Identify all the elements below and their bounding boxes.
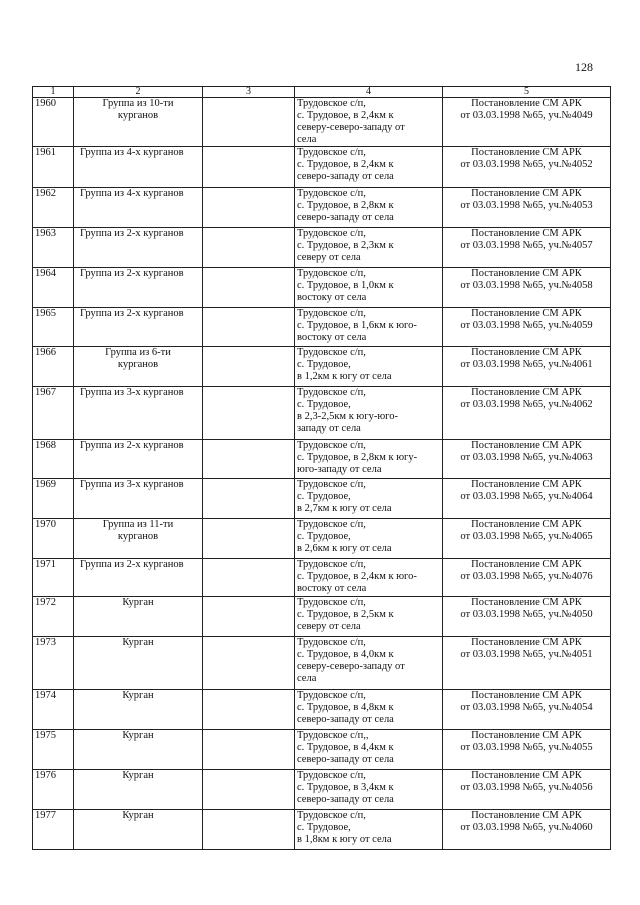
object-name-cell: [74, 228, 203, 268]
table-row: [33, 188, 611, 228]
location-line: Трудовское с/п,: [297, 810, 366, 821]
monuments-table: [32, 86, 611, 850]
object-name-cell: [74, 98, 203, 147]
document-cell: [443, 147, 611, 188]
table-row: [33, 730, 611, 770]
location-line: в 2,7км к югу от села: [297, 503, 392, 514]
location-line: Трудовское с/п,: [297, 637, 366, 648]
location-line: с. Трудовое,: [297, 822, 351, 833]
location-line: северо-западу от села: [297, 754, 394, 765]
document-line: Постановление СМ АРК: [471, 770, 582, 781]
column-3-cell: [203, 387, 295, 440]
table-row: [33, 637, 611, 690]
document-line: Постановление СМ АРК: [471, 519, 582, 530]
location-cell: [295, 268, 443, 308]
document-cell: [443, 387, 611, 440]
location-line: востоку от села: [297, 292, 367, 303]
object-name-cell: [74, 597, 203, 637]
row-number-cell: 1966: [33, 347, 74, 387]
location-line: с. Трудовое, в 4,4км к: [297, 742, 394, 753]
column-3-cell: [203, 810, 295, 850]
document-line: Постановление СМ АРК: [471, 387, 582, 398]
document-cell: [443, 559, 611, 597]
location-cell: [295, 810, 443, 850]
document-line: от 03.03.1998 №65, уч.№4061: [460, 359, 593, 370]
object-name-line: Группа из 2-х курганов: [80, 308, 184, 319]
document-line: от 03.03.1998 №65, уч.№4063: [460, 452, 593, 463]
column-3-cell: [203, 690, 295, 730]
location-line: с. Трудовое,: [297, 531, 351, 542]
location-cell: [295, 770, 443, 810]
location-line: в 1,8км к югу от села: [297, 834, 392, 845]
row-number-cell: 1970: [33, 519, 74, 559]
row-number-cell: 1968: [33, 440, 74, 479]
location-line: Трудовское с/п,: [297, 268, 366, 279]
object-name-cell: [74, 637, 203, 690]
location-line: Трудовское с/п,: [297, 147, 366, 158]
table-row: [33, 770, 611, 810]
document-cell: [443, 98, 611, 147]
location-line: Трудовское с/п,: [297, 98, 366, 109]
column-3-cell: [203, 559, 295, 597]
document-line: от 03.03.1998 №65, уч.№4059: [460, 320, 593, 331]
row-number-cell: 1967: [33, 387, 74, 440]
row-number-cell: 1963: [33, 228, 74, 268]
object-name-cell: [74, 347, 203, 387]
document-line: Постановление СМ АРК: [471, 637, 582, 648]
document-cell: [443, 347, 611, 387]
document-line: от 03.03.1998 №65, уч.№4065: [460, 531, 593, 542]
column-3-cell: [203, 479, 295, 519]
table-body: [33, 98, 611, 850]
column-header-1: 1: [33, 87, 74, 98]
location-cell: [295, 188, 443, 228]
document-line: Постановление СМ АРК: [471, 730, 582, 741]
document-line: от 03.03.1998 №65, уч.№4052: [460, 159, 593, 170]
object-name-cell: [74, 479, 203, 519]
document-line: Постановление СМ АРК: [471, 597, 582, 608]
object-name-line: Группа из 10-ти: [102, 98, 174, 109]
document-cell: [443, 268, 611, 308]
document-line: Постановление СМ АРК: [471, 347, 582, 358]
object-name-line: Курган: [122, 770, 154, 781]
column-3-cell: [203, 770, 295, 810]
location-line: Трудовское с/п,: [297, 440, 366, 451]
document-line: от 03.03.1998 №65, уч.№4062: [460, 399, 593, 410]
location-line: северу от села: [297, 252, 361, 263]
document-line: от 03.03.1998 №65, уч.№4049: [460, 110, 593, 121]
location-cell: [295, 597, 443, 637]
document-line: от 03.03.1998 №65, уч.№4054: [460, 702, 593, 713]
location-line: с. Трудовое, в 2,4км к: [297, 110, 394, 121]
location-line: северо-западу от села: [297, 171, 394, 182]
row-number-cell: 1975: [33, 730, 74, 770]
row-number-cell: 1972: [33, 597, 74, 637]
object-name-cell: [74, 308, 203, 347]
location-line: с. Трудовое, в 2,4км к юго-: [297, 571, 417, 582]
document-line: Постановление СМ АРК: [471, 559, 582, 570]
location-line: с. Трудовое, в 4,0км к: [297, 649, 394, 660]
object-name-line: Курган: [122, 690, 154, 701]
object-name-line: Группа из 4-х курганов: [80, 188, 184, 199]
row-number-cell: 1964: [33, 268, 74, 308]
location-line: с. Трудовое, в 2,4км к: [297, 159, 394, 170]
table-row: [33, 268, 611, 308]
location-line: с. Трудовое, в 2,5км к: [297, 609, 394, 620]
location-line: с. Трудовое, в 2,3км к: [297, 240, 394, 251]
document-line: Постановление СМ АРК: [471, 479, 582, 490]
location-line: с. Трудовое, в 1,6км к юго-: [297, 320, 417, 331]
document-line: Постановление СМ АРК: [471, 308, 582, 319]
document-line: от 03.03.1998 №65, уч.№4060: [460, 822, 593, 833]
object-name-cell: [74, 770, 203, 810]
location-cell: [295, 479, 443, 519]
row-number-cell: 1971: [33, 559, 74, 597]
column-header-5: 5: [443, 87, 611, 98]
document-line: Постановление СМ АРК: [471, 440, 582, 451]
location-line: северу-северо-западу от: [297, 661, 405, 672]
location-line: Трудовское с/п,: [297, 559, 366, 570]
table-row: [33, 347, 611, 387]
document-line: Постановление СМ АРК: [471, 98, 582, 109]
location-cell: [295, 440, 443, 479]
document-cell: [443, 228, 611, 268]
table-row: [33, 810, 611, 850]
column-3-cell: [203, 597, 295, 637]
object-name-cell: [74, 268, 203, 308]
location-line: села: [297, 134, 317, 145]
object-name-line: Группа из 3-х курганов: [80, 479, 184, 490]
location-line: в 2,3-2,5км к югу-юго-: [297, 411, 398, 422]
document-line: от 03.03.1998 №65, уч.№4050: [460, 609, 593, 620]
location-line: северу от села: [297, 621, 361, 632]
document-line: Постановление СМ АРК: [471, 810, 582, 821]
object-name-cell: [74, 387, 203, 440]
object-name-line: Курган: [122, 810, 154, 821]
location-line: Трудовское с/п,,: [297, 730, 369, 741]
location-line: с. Трудовое, в 3,4км к: [297, 782, 394, 793]
location-line: с. Трудовое,: [297, 399, 351, 410]
object-name-cell: [74, 810, 203, 850]
table-row: [33, 98, 611, 147]
column-3-cell: [203, 228, 295, 268]
row-number-cell: 1977: [33, 810, 74, 850]
document-line: от 03.03.1998 №65, уч.№4056: [460, 782, 593, 793]
location-cell: [295, 98, 443, 147]
location-line: в 1,2км к югу от села: [297, 371, 392, 382]
object-name-line: Курган: [122, 637, 154, 648]
document-cell: [443, 597, 611, 637]
document-cell: [443, 810, 611, 850]
location-line: Трудовское с/п,: [297, 479, 366, 490]
object-name-line: Группа из 3-х курганов: [80, 387, 184, 398]
document-cell: [443, 519, 611, 559]
location-cell: [295, 147, 443, 188]
object-name-line: Группа из 2-х курганов: [80, 228, 184, 239]
location-line: с. Трудовое,: [297, 491, 351, 502]
object-name-line: курганов: [117, 531, 159, 542]
document-line: от 03.03.1998 №65, уч.№4055: [460, 742, 593, 753]
column-3-cell: [203, 308, 295, 347]
location-line: в 2,6км к югу от села: [297, 543, 392, 554]
location-cell: [295, 690, 443, 730]
document-cell: [443, 770, 611, 810]
table-row: [33, 479, 611, 519]
location-line: востоку от села: [297, 583, 367, 594]
column-3-cell: [203, 147, 295, 188]
column-3-cell: [203, 347, 295, 387]
document-cell: [443, 188, 611, 228]
location-cell: [295, 637, 443, 690]
column-3-cell: [203, 730, 295, 770]
location-line: с. Трудовое, в 2,8км к: [297, 200, 394, 211]
object-name-line: Группа из 2-х курганов: [80, 559, 184, 570]
table-row: [33, 690, 611, 730]
object-name-cell: [74, 147, 203, 188]
location-line: Трудовское с/п,: [297, 228, 366, 239]
object-name-line: Группа из 11-ти: [102, 519, 174, 530]
row-number-cell: 1976: [33, 770, 74, 810]
object-name-cell: [74, 440, 203, 479]
object-name-line: Группа из 6-ти: [105, 347, 171, 358]
document-cell: [443, 637, 611, 690]
document-line: от 03.03.1998 №65, уч.№4058: [460, 280, 593, 291]
location-line: с. Трудовое, в 4,8км к: [297, 702, 394, 713]
object-name-cell: [74, 519, 203, 559]
document-line: Постановление СМ АРК: [471, 228, 582, 239]
object-name-cell: [74, 188, 203, 228]
object-name-line: Группа из 4-х курганов: [80, 147, 184, 158]
column-header-3: 3: [203, 87, 295, 98]
document-cell: [443, 730, 611, 770]
object-name-line: Курган: [122, 730, 154, 741]
location-cell: [295, 519, 443, 559]
location-line: села: [297, 673, 317, 684]
location-cell: [295, 347, 443, 387]
location-cell: [295, 387, 443, 440]
location-line: северу-северо-западу от: [297, 122, 405, 133]
location-line: с. Трудовое, в 2,8км к югу-: [297, 452, 418, 463]
location-line: Трудовское с/п,: [297, 188, 366, 199]
row-number-cell: 1962: [33, 188, 74, 228]
object-name-cell: [74, 730, 203, 770]
table-row: [33, 308, 611, 347]
table-row: [33, 228, 611, 268]
column-3-cell: [203, 188, 295, 228]
column-3-cell: [203, 440, 295, 479]
document-line: от 03.03.1998 №65, уч.№4051: [460, 649, 593, 660]
location-line: востоку от села: [297, 332, 367, 343]
location-line: Трудовское с/п,: [297, 347, 366, 358]
document-line: Постановление СМ АРК: [471, 690, 582, 701]
row-number-cell: 1973: [33, 637, 74, 690]
table-row: [33, 597, 611, 637]
table-row: [33, 387, 611, 440]
document-line: от 03.03.1998 №65, уч.№4076: [460, 571, 593, 582]
location-line: Трудовское с/п,: [297, 519, 366, 530]
document-cell: [443, 690, 611, 730]
table-row: [33, 519, 611, 559]
document-line: от 03.03.1998 №65, уч.№4053: [460, 200, 593, 211]
location-line: западу от села: [297, 423, 361, 434]
location-line: Трудовское с/п,: [297, 308, 366, 319]
object-name-line: Курган: [122, 597, 154, 608]
document-cell: [443, 308, 611, 347]
location-line: северо-западу от села: [297, 714, 394, 725]
location-line: северо-западу от села: [297, 212, 394, 223]
object-name-line: Группа из 2-х курганов: [80, 268, 184, 279]
column-3-cell: [203, 637, 295, 690]
table-row: [33, 440, 611, 479]
table-row: [33, 147, 611, 188]
location-line: Трудовское с/п,: [297, 690, 366, 701]
column-header-2: 2: [74, 87, 203, 98]
location-cell: [295, 730, 443, 770]
document-line: Постановление СМ АРК: [471, 188, 582, 199]
location-line: Трудовское с/п,: [297, 770, 366, 781]
document-line: от 03.03.1998 №65, уч.№4064: [460, 491, 593, 502]
object-name-line: курганов: [117, 110, 159, 121]
object-name-line: курганов: [117, 359, 159, 370]
document-line: Постановление СМ АРК: [471, 268, 582, 279]
location-line: Трудовское с/п,: [297, 387, 366, 398]
location-line: с. Трудовое, в 1,0км к: [297, 280, 394, 291]
location-line: юго-западу от села: [297, 464, 382, 475]
object-name-line: Группа из 2-х курганов: [80, 440, 184, 451]
object-name-cell: [74, 690, 203, 730]
column-3-cell: [203, 98, 295, 147]
location-cell: [295, 228, 443, 268]
page-number: 128: [575, 60, 593, 74]
column-3-cell: [203, 519, 295, 559]
row-number-cell: 1960: [33, 98, 74, 147]
document-cell: [443, 440, 611, 479]
location-line: северо-западу от села: [297, 794, 394, 805]
object-name-cell: [74, 559, 203, 597]
location-cell: [295, 308, 443, 347]
document-cell: [443, 479, 611, 519]
row-number-cell: 1969: [33, 479, 74, 519]
row-number-cell: 1965: [33, 308, 74, 347]
document-line: от 03.03.1998 №65, уч.№4057: [460, 240, 593, 251]
column-3-cell: [203, 268, 295, 308]
table-header-row: [33, 87, 611, 98]
location-line: Трудовское с/п,: [297, 597, 366, 608]
location-cell: [295, 559, 443, 597]
column-header-4: 4: [295, 87, 443, 98]
document-line: Постановление СМ АРК: [471, 147, 582, 158]
row-number-cell: 1974: [33, 690, 74, 730]
table-row: [33, 559, 611, 597]
location-line: с. Трудовое,: [297, 359, 351, 370]
row-number-cell: 1961: [33, 147, 74, 188]
